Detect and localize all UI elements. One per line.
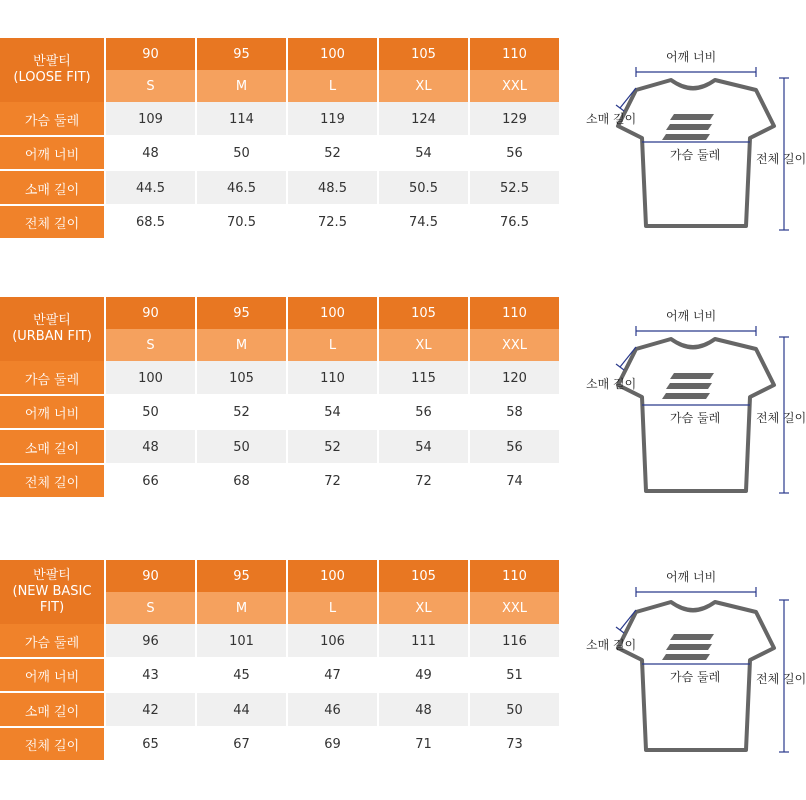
- table-cell: 46.5: [197, 171, 286, 206]
- table-row-length: [0, 465, 559, 500]
- table-cell: 66: [106, 465, 195, 500]
- table-cell: 67: [197, 728, 286, 763]
- table-cell: 114: [197, 102, 286, 137]
- row-label: 가슴 둘레: [0, 361, 104, 396]
- table-row-sleeve: [0, 693, 559, 728]
- fit-name: (LOOSE FIT): [13, 70, 91, 85]
- table-row-sleeve: [0, 430, 559, 465]
- table-cell: 116: [470, 624, 559, 659]
- table-cell: 48: [106, 430, 195, 465]
- table-cell: 70.5: [197, 206, 286, 241]
- product-title: 반팔티: [33, 54, 71, 69]
- fit-name: (URBAN FIT): [12, 329, 92, 344]
- size-letter: L: [288, 70, 377, 102]
- tshirt-illustration: [586, 297, 800, 509]
- size-number: 105: [379, 38, 468, 70]
- table-row-shoulder: [0, 137, 559, 172]
- table-cell: 42: [106, 693, 195, 728]
- size-number: 90: [106, 38, 195, 70]
- tshirt-illustration: [586, 38, 800, 250]
- table-cell: 56: [470, 137, 559, 172]
- table-cell: 119: [288, 102, 377, 137]
- size-number: 100: [288, 560, 377, 592]
- table-row-sleeve: [0, 171, 559, 206]
- table-cell: 52.5: [470, 171, 559, 206]
- table-cell: 54: [288, 396, 377, 431]
- table-cell: 68.5: [106, 206, 195, 241]
- table-cell: 52: [197, 396, 286, 431]
- table-cell: 68: [197, 465, 286, 500]
- total-length-label: 전체 길이: [756, 411, 806, 425]
- table-cell: 50.5: [379, 171, 468, 206]
- table-cell: 50: [197, 137, 286, 172]
- size-letter: XXL: [470, 592, 559, 624]
- sleeve-length-label: 소매 길이: [586, 377, 637, 391]
- table-row-shoulder: [0, 396, 559, 431]
- table-row-chest: [0, 102, 559, 137]
- size-letter: XL: [379, 70, 468, 102]
- table-cell: 111: [379, 624, 468, 659]
- size-letter: XL: [379, 592, 468, 624]
- tshirt-measurement-diagram: [586, 297, 806, 509]
- size-letter: S: [106, 70, 195, 102]
- size-number: 110: [470, 560, 559, 592]
- row-label: 어깨 너비: [0, 137, 104, 172]
- size-letter: XL: [379, 329, 468, 361]
- table-cell: 110: [288, 361, 377, 396]
- chest-label: 가슴 둘레: [670, 670, 721, 684]
- product-title: 반팔티: [33, 313, 71, 328]
- shoulder-width-label: 어깨 너비: [666, 50, 717, 64]
- table-cell: 47: [288, 659, 377, 694]
- table-cell: 72: [288, 465, 377, 500]
- size-number: 110: [470, 297, 559, 329]
- size-number: 95: [197, 297, 286, 329]
- table-cell: 109: [106, 102, 195, 137]
- table-cell: 105: [197, 361, 286, 396]
- table-cell: 50: [470, 693, 559, 728]
- table-corner-title: [0, 560, 104, 624]
- table-cell: 43: [106, 659, 195, 694]
- size-table: [0, 560, 561, 762]
- size-number: 90: [106, 297, 195, 329]
- size-number: 100: [288, 38, 377, 70]
- size-number: 95: [197, 560, 286, 592]
- table-cell: 65: [106, 728, 195, 763]
- size-number: 105: [379, 560, 468, 592]
- fit-name: (NEW BASIC FIT): [12, 584, 92, 615]
- table-cell: 54: [379, 430, 468, 465]
- table-cell: 45: [197, 659, 286, 694]
- row-label: 전체 길이: [0, 728, 104, 763]
- row-label: 가슴 둘레: [0, 102, 104, 137]
- size-number: 105: [379, 297, 468, 329]
- row-label: 소매 길이: [0, 693, 104, 728]
- table-cell: 56: [470, 430, 559, 465]
- table-cell: 50: [197, 430, 286, 465]
- size-number: 90: [106, 560, 195, 592]
- table-cell: 106: [288, 624, 377, 659]
- table-cell: 48: [379, 693, 468, 728]
- row-label: 어깨 너비: [0, 659, 104, 694]
- table-cell: 51: [470, 659, 559, 694]
- table-cell: 44: [197, 693, 286, 728]
- row-label: 소매 길이: [0, 430, 104, 465]
- size-letter: M: [197, 329, 286, 361]
- table-cell: 72: [379, 465, 468, 500]
- chest-label: 가슴 둘레: [670, 148, 721, 162]
- table-cell: 46: [288, 693, 377, 728]
- table-row-chest: [0, 624, 559, 659]
- size-block-urban-fit: [0, 297, 806, 509]
- size-number: 100: [288, 297, 377, 329]
- table-cell: 48: [106, 137, 195, 172]
- table-cell: 56: [379, 396, 468, 431]
- table-cell: 74: [470, 465, 559, 500]
- table-cell: 50: [106, 396, 195, 431]
- row-label: 전체 길이: [0, 465, 104, 500]
- size-letter: S: [106, 592, 195, 624]
- row-label: 전체 길이: [0, 206, 104, 241]
- table-cell: 71: [379, 728, 468, 763]
- size-letter: L: [288, 329, 377, 361]
- shoulder-width-label: 어깨 너비: [666, 570, 717, 584]
- chest-label: 가슴 둘레: [670, 411, 721, 425]
- size-letter: XXL: [470, 329, 559, 361]
- table-cell: 69: [288, 728, 377, 763]
- size-letter: L: [288, 592, 377, 624]
- total-length-label: 전체 길이: [756, 152, 806, 166]
- table-cell: 129: [470, 102, 559, 137]
- size-letter: S: [106, 329, 195, 361]
- table-row-shoulder: [0, 659, 559, 694]
- table-cell: 72.5: [288, 206, 377, 241]
- table-cell: 124: [379, 102, 468, 137]
- tshirt-illustration: [586, 560, 800, 772]
- size-number: 110: [470, 38, 559, 70]
- table-cell: 76.5: [470, 206, 559, 241]
- product-title: 반팔티: [33, 568, 71, 583]
- size-table: [0, 38, 561, 240]
- table-cell: 54: [379, 137, 468, 172]
- size-number: 95: [197, 38, 286, 70]
- row-label: 어깨 너비: [0, 396, 104, 431]
- table-cell: 44.5: [106, 171, 195, 206]
- table-row-length: [0, 206, 559, 241]
- shoulder-width-label: 어깨 너비: [666, 309, 717, 323]
- table-row-length: [0, 728, 559, 763]
- table-cell: 48.5: [288, 171, 377, 206]
- table-cell: 74.5: [379, 206, 468, 241]
- table-cell: 100: [106, 361, 195, 396]
- size-table: [0, 297, 561, 499]
- table-cell: 73: [470, 728, 559, 763]
- table-corner-title: [0, 38, 104, 102]
- total-length-label: 전체 길이: [756, 672, 806, 686]
- size-letter: M: [197, 592, 286, 624]
- row-label: 가슴 둘레: [0, 624, 104, 659]
- table-cell: 96: [106, 624, 195, 659]
- table-cell: 115: [379, 361, 468, 396]
- size-letter: XXL: [470, 70, 559, 102]
- table-cell: 49: [379, 659, 468, 694]
- size-block-loose-fit: [0, 38, 806, 250]
- table-cell: 120: [470, 361, 559, 396]
- tshirt-measurement-diagram: [586, 560, 806, 772]
- table-cell: 52: [288, 430, 377, 465]
- size-letter: M: [197, 70, 286, 102]
- table-row-chest: [0, 361, 559, 396]
- sleeve-length-label: 소매 길이: [586, 112, 637, 126]
- table-cell: 52: [288, 137, 377, 172]
- tshirt-measurement-diagram: [586, 38, 806, 250]
- row-label: 소매 길이: [0, 171, 104, 206]
- size-block-new-basic-fit: [0, 560, 806, 772]
- sleeve-length-label: 소매 길이: [586, 638, 637, 652]
- table-cell: 58: [470, 396, 559, 431]
- table-cell: 101: [197, 624, 286, 659]
- table-corner-title: [0, 297, 104, 361]
